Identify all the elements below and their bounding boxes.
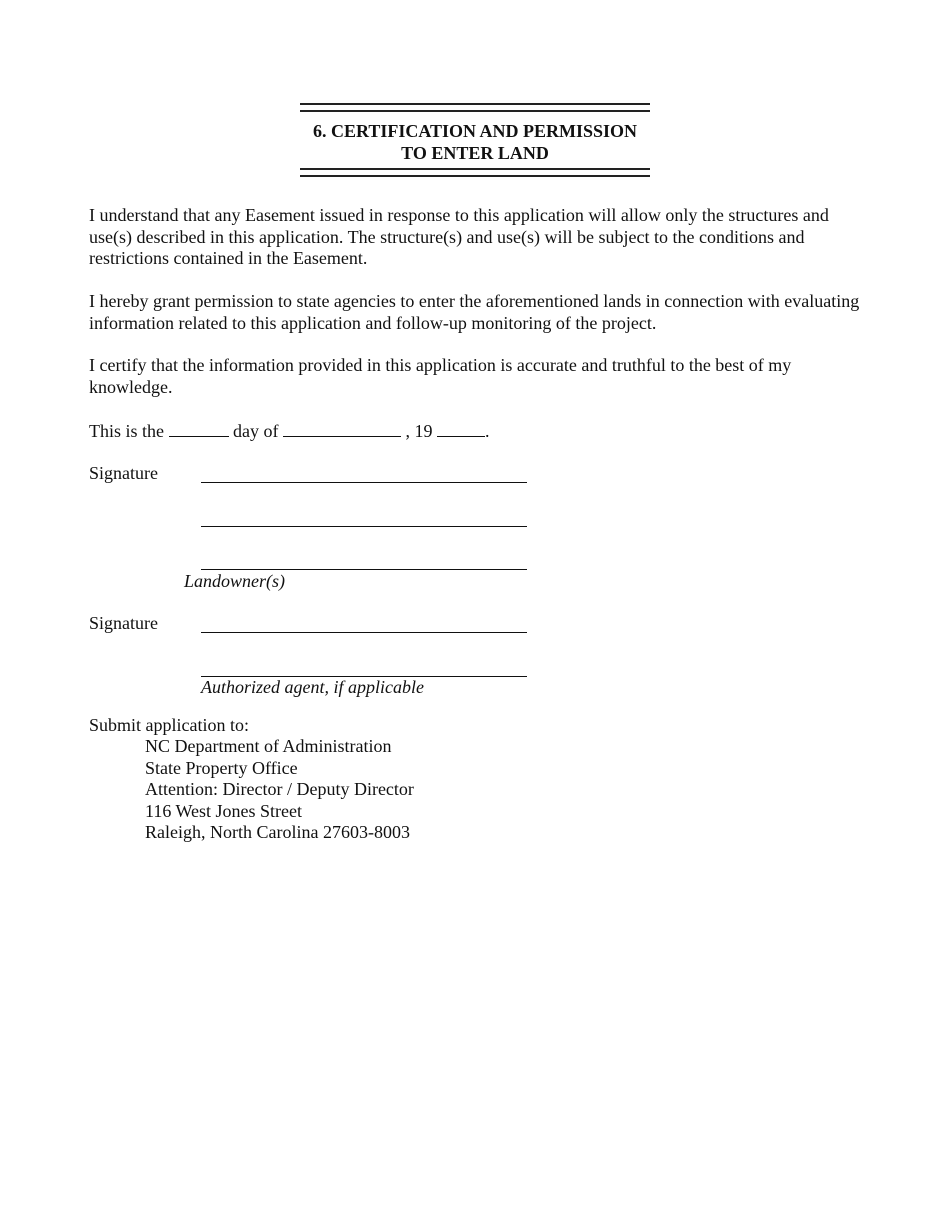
landowner-signature-line-3[interactable]: [201, 569, 527, 570]
address-line: 116 West Jones Street: [145, 800, 303, 821]
paragraph-certify: I certify that the information provided in this application is accurate and truthful to the best of my knowledge.: [89, 355, 792, 397]
month-blank[interactable]: [283, 420, 401, 437]
landowner-caption: Landowner(s): [184, 571, 286, 591]
address-line: State Property Office: [145, 757, 298, 778]
date-prefix: This is the: [89, 421, 164, 441]
heading-rule-bottom: [300, 168, 650, 177]
day-blank[interactable]: [169, 420, 229, 437]
agent-signature-line-1[interactable]: [201, 632, 527, 633]
year-blank[interactable]: [437, 420, 485, 437]
section-heading-line-1: 6. CERTIFICATION AND PERMISSION: [312, 121, 638, 141]
date-day-of: day of: [233, 421, 279, 441]
date-year-prefix: , 19: [405, 421, 433, 441]
address-line: Attention: Director / Deputy Director: [145, 779, 414, 799]
date-line: [89, 420, 489, 442]
signature-label-agent: Signature: [89, 613, 158, 633]
heading-rule-top: [300, 103, 650, 112]
mailing-address: [145, 736, 414, 844]
agent-caption: Authorized agent, if applicable: [201, 677, 424, 697]
address-line: NC Department of Administration: [145, 736, 392, 756]
address-line: Raleigh, North Carolina 27603-8003: [145, 822, 410, 842]
paragraph-permission: I hereby grant permission to state agencies to enter the aforementioned lands in connection with evaluating information related to this application and follow-up monitoring of the project.: [89, 291, 860, 333]
paragraph-easement: I understand that any Easement issued in response to this application will allow only the structures and use(s) described in this application. The structure(s) and use(s) will be subject to the conditions and restrictions contained in the Easement.: [89, 205, 829, 268]
date-suffix: .: [484, 421, 490, 441]
signature-label-landowner: Signature: [89, 463, 158, 483]
landowner-signature-line-1[interactable]: [201, 482, 527, 483]
section-heading-line-2: TO ENTER LAND: [401, 143, 549, 163]
submit-label: Submit application to:: [89, 715, 249, 735]
landowner-signature-line-2[interactable]: [201, 526, 527, 527]
